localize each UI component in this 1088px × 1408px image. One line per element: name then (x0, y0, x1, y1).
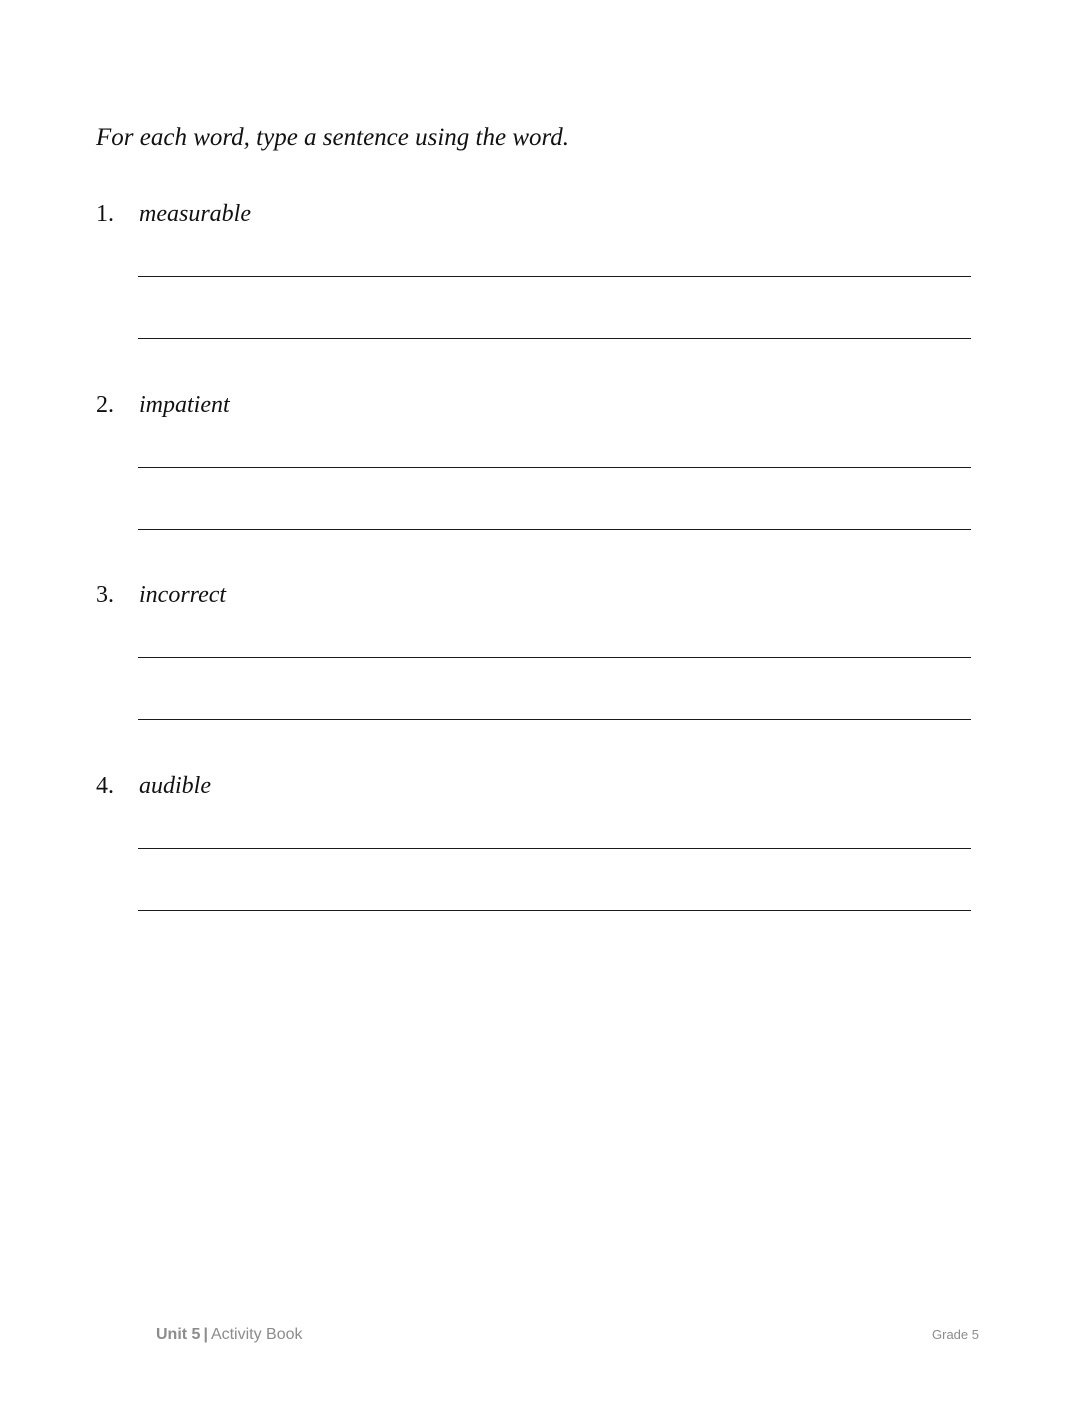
question-item (0, 579, 1088, 739)
item-word: impatient (139, 392, 230, 418)
item-number: 1. (96, 201, 114, 227)
footer-separator: | (203, 1326, 208, 1343)
item-word: measurable (139, 201, 251, 227)
footer-unit-label (156, 1324, 303, 1346)
item-number: 3. (96, 582, 114, 608)
instructions-text: For each word, type a sentence using the word. (96, 124, 570, 151)
answer-line[interactable] (138, 529, 971, 530)
item-number: 2. (96, 392, 114, 418)
answer-line[interactable] (138, 719, 971, 720)
question-item (0, 198, 1088, 358)
answer-line[interactable] (138, 848, 971, 849)
question-item (0, 389, 1088, 549)
answer-line[interactable] (138, 276, 971, 277)
item-number: 4. (96, 773, 114, 799)
footer-book: Activity Book (210, 1326, 303, 1343)
item-word: audible (139, 773, 211, 799)
footer-grade: Grade 5 (932, 1327, 979, 1342)
answer-line[interactable] (138, 338, 971, 339)
answer-line[interactable] (138, 467, 971, 468)
footer-unit: Unit 5 (156, 1326, 201, 1343)
answer-line[interactable] (138, 910, 971, 911)
question-item (0, 770, 1088, 930)
item-word: incorrect (139, 582, 227, 608)
answer-line[interactable] (138, 657, 971, 658)
